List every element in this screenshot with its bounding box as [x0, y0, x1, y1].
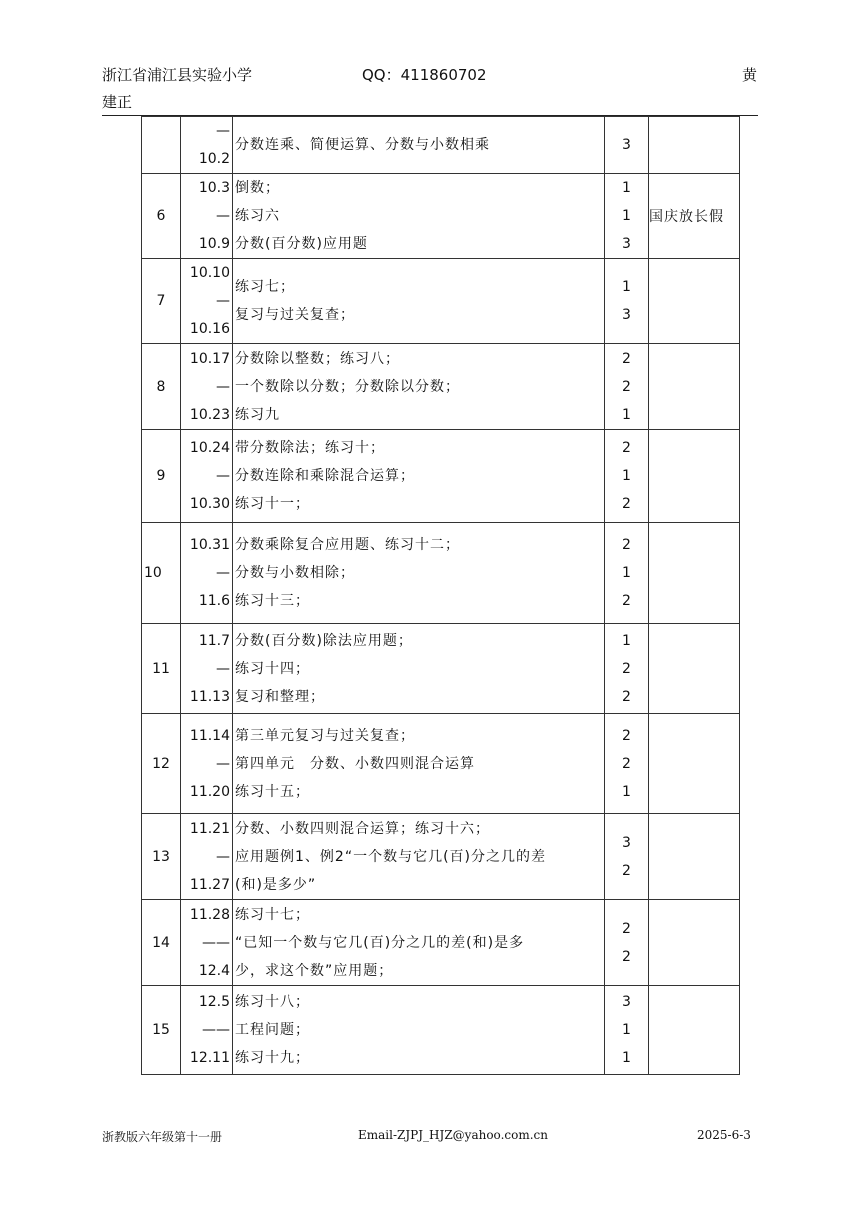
date-range-cell — [181, 624, 233, 714]
content-cell — [233, 174, 605, 259]
hours-line: 2 — [622, 755, 631, 772]
date-line: —— — [202, 1022, 230, 1038]
hours-line: 2 — [622, 727, 631, 744]
content-cell — [233, 523, 605, 624]
date-range-cell — [181, 174, 233, 259]
date-range-cell — [181, 986, 233, 1075]
content-line: 练习十一； — [235, 496, 310, 512]
content-cell — [233, 430, 605, 523]
hours-line: 1 — [622, 1022, 631, 1038]
content-line: 工程问题； — [235, 1022, 310, 1038]
week-cell: 15 — [142, 986, 181, 1075]
week-cell: 10 — [142, 523, 181, 624]
header-qq: QQ：411860702 — [362, 66, 487, 84]
hours-line: 2 — [622, 688, 631, 705]
hours-line: 2 — [622, 440, 631, 456]
hours-line: 3 — [622, 236, 631, 252]
hours-cell — [605, 523, 649, 624]
date-line: 10.31 — [189, 537, 230, 553]
hours-line: 1 — [622, 783, 631, 800]
date-range-cell — [181, 714, 233, 814]
hours-cell — [605, 900, 649, 986]
date-line: 12.11 — [189, 1050, 230, 1066]
content-line: 练习十四； — [235, 660, 310, 677]
hours-line: 1 — [622, 565, 631, 581]
hours-cell — [605, 714, 649, 814]
hours-line: 2 — [622, 920, 631, 937]
date-line: — — [216, 123, 230, 139]
content-line: 复习和整理； — [235, 688, 325, 705]
week-cell: 6 — [142, 174, 181, 259]
schedule-body — [142, 117, 740, 1075]
content-line: 练习七； — [235, 279, 295, 295]
content-line: 分数除以整数；练习八； — [235, 350, 400, 367]
week-cell: 12 — [142, 714, 181, 814]
date-line: 10.23 — [189, 406, 230, 423]
content-line: 带分数除法；练习十； — [235, 440, 385, 456]
hours-cell — [605, 117, 649, 174]
hours-line: 1 — [622, 468, 631, 484]
schedule-row — [142, 624, 740, 714]
content-line: 分数与小数相除； — [235, 565, 355, 581]
content-line: 分数(百分数)除法应用题； — [235, 632, 413, 649]
note-cell — [649, 714, 740, 814]
date-range-cell — [181, 259, 233, 344]
hours-line: 2 — [622, 593, 631, 609]
content-line: 分数连乘、简便运算、分数与小数相乘 — [235, 137, 490, 153]
date-line: 10.17 — [189, 350, 230, 367]
week-cell: 14 — [142, 900, 181, 986]
note-cell — [649, 814, 740, 900]
date-line: — — [216, 660, 230, 677]
date-line: 12.5 — [198, 994, 230, 1010]
schedule-row — [142, 986, 740, 1075]
date-line: 11.27 — [189, 876, 230, 893]
content-cell — [233, 714, 605, 814]
date-line: 11.6 — [198, 593, 230, 609]
date-line: — — [216, 848, 230, 865]
schedule-row — [142, 814, 740, 900]
date-line: 11.13 — [189, 688, 230, 705]
content-line: “已知一个数与它几(百)分之几的差(和)是多 — [235, 934, 525, 951]
date-line: 11.14 — [189, 727, 230, 744]
date-line: 10.10 — [189, 265, 230, 281]
date-line: 10.3 — [198, 180, 230, 196]
content-line: 练习十九； — [235, 1050, 310, 1066]
content-line: 练习十三； — [235, 593, 310, 609]
date-line: 10.24 — [189, 440, 230, 456]
date-line: — — [216, 565, 230, 581]
content-cell — [233, 624, 605, 714]
content-cell — [233, 986, 605, 1075]
week-cell: 13 — [142, 814, 181, 900]
date-line: 11.21 — [189, 820, 230, 837]
content-cell — [233, 259, 605, 344]
week-cell — [142, 117, 181, 174]
content-cell — [233, 814, 605, 900]
content-line: 分数(百分数)应用题 — [235, 236, 368, 252]
note-cell — [649, 344, 740, 430]
hours-line: 1 — [622, 208, 631, 224]
week-cell: 8 — [142, 344, 181, 430]
note-cell — [649, 986, 740, 1075]
hours-line: 1 — [622, 180, 631, 196]
header-author-part2: 建正 — [102, 93, 133, 111]
date-range-cell — [181, 117, 233, 174]
hours-line: 2 — [622, 378, 631, 395]
hours-line: 1 — [622, 406, 631, 423]
date-line: 10.9 — [198, 236, 230, 252]
content-cell — [233, 900, 605, 986]
hours-line: 1 — [622, 632, 631, 649]
footer-textbook: 浙教版六年级第十一册 — [102, 1130, 223, 1144]
hours-line: 3 — [622, 834, 631, 851]
footer-date: 2025-6-3 — [697, 1128, 751, 1142]
content-line: 少，求这个数”应用题； — [235, 962, 394, 979]
content-cell — [233, 117, 605, 174]
content-line: 一个数除以分数；分数除以分数； — [235, 378, 460, 395]
date-range-cell — [181, 344, 233, 430]
hours-cell — [605, 174, 649, 259]
hours-cell — [605, 430, 649, 523]
content-line: 第四单元 分数、小数四则混合运算 — [235, 755, 475, 772]
hours-cell — [605, 344, 649, 430]
date-line: — — [216, 468, 230, 484]
content-line: 分数乘除复合应用题、练习十二； — [235, 537, 460, 553]
hours-cell — [605, 814, 649, 900]
schedule-row — [142, 117, 740, 174]
note-cell — [649, 523, 740, 624]
content-line: 练习十七； — [235, 906, 310, 923]
hours-cell — [605, 986, 649, 1075]
footer-email: Email-ZJPJ_HJZ@yahoo.com.cn — [358, 1128, 548, 1142]
hours-line: 2 — [622, 862, 631, 879]
week-cell: 9 — [142, 430, 181, 523]
content-line: 练习十八； — [235, 994, 310, 1010]
date-range-cell — [181, 900, 233, 986]
content-line: 复习与过关复查； — [235, 307, 355, 323]
note-cell — [649, 259, 740, 344]
hours-line: 2 — [622, 660, 631, 677]
content-line: (和)是多少” — [235, 876, 317, 893]
date-range-cell — [181, 430, 233, 523]
content-line: 倒数； — [235, 180, 280, 196]
header-author-part1: 黄 — [742, 66, 758, 84]
date-line: — — [216, 755, 230, 772]
date-line: 12.4 — [198, 962, 230, 979]
schedule-row — [142, 174, 740, 259]
date-range-cell — [181, 814, 233, 900]
content-line: 练习十五； — [235, 783, 310, 800]
content-line: 练习六 — [235, 208, 280, 224]
date-line: 10.2 — [198, 151, 230, 167]
hours-cell — [605, 259, 649, 344]
hours-line: 2 — [622, 350, 631, 367]
schedule-row — [142, 430, 740, 523]
week-cell: 11 — [142, 624, 181, 714]
hours-line: 2 — [622, 496, 631, 512]
content-line: 练习九 — [235, 406, 280, 423]
schedule-row — [142, 523, 740, 624]
note-cell: 国庆放长假 — [649, 174, 740, 259]
hours-line: 1 — [622, 279, 631, 295]
hours-line: 3 — [622, 137, 631, 153]
note-cell — [649, 900, 740, 986]
date-line: — — [216, 378, 230, 395]
date-line: 11.20 — [189, 783, 230, 800]
hours-line: 3 — [622, 307, 631, 323]
hours-line: 1 — [622, 1050, 631, 1066]
note-cell — [649, 624, 740, 714]
schedule-table — [141, 116, 740, 1075]
date-line: —— — [202, 934, 230, 951]
date-line: 10.30 — [189, 496, 230, 512]
header-school: 浙江省浦江县实验小学 — [102, 66, 253, 84]
date-line: 10.16 — [189, 321, 230, 337]
note-cell — [649, 430, 740, 523]
date-line: — — [216, 208, 230, 224]
schedule-row — [142, 344, 740, 430]
content-cell — [233, 344, 605, 430]
schedule-row — [142, 259, 740, 344]
hours-line: 3 — [622, 994, 631, 1010]
content-line: 分数连除和乘除混合运算； — [235, 468, 415, 484]
date-line: — — [216, 293, 230, 309]
content-line: 第三单元复习与过关复查； — [235, 727, 415, 744]
content-line: 应用题例1、例2“一个数与它几(百)分之几的差 — [235, 848, 546, 865]
schedule-row — [142, 714, 740, 814]
hours-line: 2 — [622, 948, 631, 965]
schedule-row — [142, 900, 740, 986]
note-cell — [649, 117, 740, 174]
date-line: 11.7 — [198, 632, 230, 649]
week-cell: 7 — [142, 259, 181, 344]
content-line: 分数、小数四则混合运算；练习十六； — [235, 820, 490, 837]
hours-line: 2 — [622, 537, 631, 553]
date-range-cell — [181, 523, 233, 624]
date-line: 11.28 — [189, 906, 230, 923]
hours-cell — [605, 624, 649, 714]
